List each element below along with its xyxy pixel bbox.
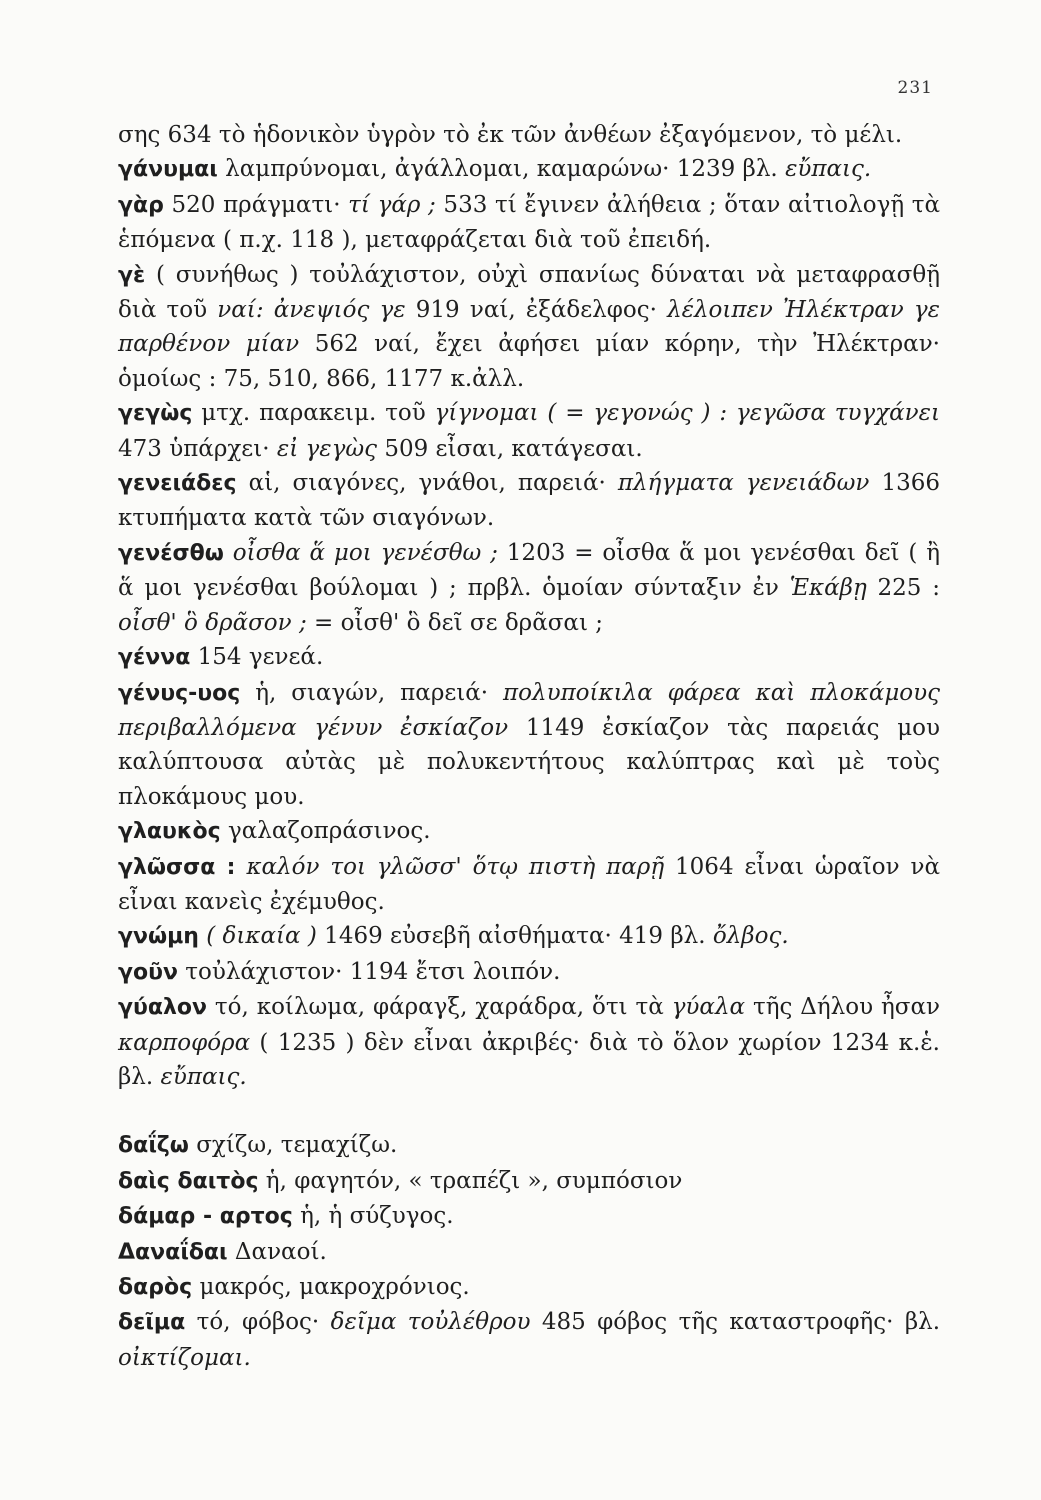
glossary-entry [118, 1305, 940, 1375]
entry-text: σχίζω, τεμαχίζω. [188, 1132, 398, 1159]
entry-headword: δεῖμα [118, 1310, 186, 1336]
glossary-entry [118, 152, 940, 187]
glossary-entry [118, 1128, 940, 1163]
glossary-entry-continued [118, 118, 940, 152]
entry-italic: εὔπαις. [785, 156, 872, 183]
glossary-entry [118, 258, 940, 397]
glossary-entry [118, 536, 940, 640]
entry-text: 919 ναί, ἐξάδελφος· [405, 297, 668, 324]
entry-text: τοὐλάχιστον· 1194 ἔτσι λοιπόν. [177, 958, 561, 985]
entry-italic: Ἑκάβῃ [789, 575, 867, 602]
entry-text: ( συνήθως ) τοὐλάχιστον, οὐχὶ σπανίως δύναται νὰ μεταφρασθῇ διὰ τοῦ [118, 261, 940, 324]
entry-text: τό, φόβος· [185, 1309, 331, 1336]
entry-headword: γεγὼς [118, 401, 193, 427]
glossary-entry [118, 850, 940, 920]
entry-text: μακρός, μακροχρόνιος. [192, 1274, 470, 1300]
entry-text: 533 τί ἔγινεν ἀλήθεια ; ὅταν αἰτιολογῇ τὰ ἑπόμενα ( π.χ. 118 ), μεταφράζεται διὰ τοῦ ἐπειδή. [118, 191, 941, 254]
entry-italic: ναί: ἀνεψιός γε [217, 297, 406, 324]
entry-headword: γοῦν [118, 959, 178, 985]
entry-italic: οἶσθα ἅ μοι γενέσθω ; [232, 539, 498, 566]
section-gap [118, 1094, 940, 1128]
glossary-entry [118, 396, 940, 466]
entry-text: Δαναοί. [227, 1238, 327, 1265]
entry-text: 1366 κτυπήματα κατὰ τῶν σιαγόνων. [118, 470, 941, 532]
entry-italic: ( δικαία ) [206, 923, 317, 950]
glossary-text [118, 118, 940, 1375]
entry-italic: ὄλβος. [712, 923, 789, 950]
entry-text: 562 ναί, ἔχει ἀφήσει μίαν κόρην, τὴν Ἠλέκτραν· ὁμοίως : 75, 510, 866, 1177 κ.ἀλλ. [118, 331, 940, 392]
entry-text: 1064 εἶναι ὡραῖον νὰ εἶναι κανεὶς ἐχέμυθος. [118, 853, 940, 915]
glossary-entry [118, 1270, 940, 1305]
glossary-entry [118, 188, 940, 258]
entry-text: 154 γενεά. [190, 644, 324, 671]
glossary-entry [118, 676, 940, 815]
entry-text: σης 634 τὸ ἡδονικὸν ὑγρὸν τὸ ἐκ τῶν ἀνθέων ἐξαγόμενον, τὸ μέλι. [118, 122, 903, 148]
entry-text: 485 φόβος τῆς καταστροφῆς· βλ. [530, 1309, 940, 1336]
glossary-entry [118, 1164, 940, 1199]
entry-text: 225 : [866, 575, 940, 602]
entry-italic: λέλοιπεν Ἠλέκτραν γε παρθένον μίαν [118, 297, 940, 358]
glossary-entry [118, 1199, 940, 1234]
entry-text: 1149 ἐσκίαζον τὰς παρειάς μου καλύπτουσα αὐτὰς μὲ πολυκεντήτους καλύπτρας καὶ μὲ τοὺς πλοκάμους μου. [118, 714, 940, 810]
entry-italic: καρποφόρα [118, 1029, 251, 1056]
entry-text: τῆς Δήλου ἦσαν [745, 994, 941, 1021]
entry-headword: δαΐζω [118, 1133, 189, 1159]
entry-text: ἡ, ἡ σύζυγος. [292, 1203, 454, 1230]
entry-italic: καλόν τοι γλῶσσ' ὅτῳ πιστὴ παρῇ [246, 853, 665, 880]
entry-headword: γὰρ [118, 192, 164, 218]
entry-text: ( 1235 ) δὲν εἶναι ἀκριβές· διὰ τὸ ὅλον χωρίον 1234 κ.ἑ. βλ. [118, 1029, 940, 1090]
glossary-entry [118, 919, 940, 954]
entry-text: = οἶσθ' ὃ δεῖ σε δρᾶσαι ; [306, 609, 604, 636]
entry-text: τό, κοίλωμα, φάραγξ, χαράδρα, ὅτι τὰ [206, 994, 672, 1021]
glossary-entry [118, 640, 940, 675]
entry-headword: δαὶς δαιτὸς [118, 1168, 259, 1194]
entry-text: ἡ, σιαγών, παρειά· [240, 679, 504, 706]
entry-text: λαμπρύνομαι, ἀγάλλομαι, καμαρώνω· 1239 βλ. [217, 156, 786, 183]
glossary-entry [118, 955, 940, 990]
entry-headword: γένυς-υος [118, 680, 241, 706]
entry-italic: εἰ γεγὼς [276, 435, 378, 462]
entry-text: μτχ. παρακειμ. τοῦ [192, 400, 435, 427]
glossary-entry [118, 814, 940, 849]
entry-italic: πλήγματα γενειάδων [617, 470, 870, 497]
entry-italic: πολυποίκιλα φάρεα καὶ πλοκάμους περιβαλλόμενα γένυν ἐσκίαζον [118, 679, 941, 741]
entry-text: 1203 = οἶσθα ἅ μοι γενέσθαι δεῖ ( ἢ ἅ μοι γενέσθαι βούλομαι ) ; πρβλ. ὁμοίαν σύνταξιν ἐν [118, 539, 941, 602]
entry-headword: γύαλον [118, 995, 207, 1021]
entry-text: ἡ, φαγητόν, « τραπέζι », συμπόσιον [258, 1167, 683, 1194]
entry-headword: γλαυκὸς [118, 819, 221, 845]
entry-italic: οἶσθ' ὃ δρᾶσον ; [118, 609, 307, 636]
entry-headword: γνώμη [118, 924, 199, 950]
entry-italic: τί γάρ ; [348, 191, 436, 218]
entry-text: 1469 εὐσεβῆ αἰσθήματα· 419 βλ. [316, 923, 713, 950]
entry-headword: γὲ [118, 262, 146, 288]
entry-text: 520 πράγματι· [163, 191, 349, 218]
glossary-entry [118, 466, 940, 536]
entry-headword: γέννα [118, 645, 191, 671]
entry-headword: δαρὸς [118, 1275, 193, 1300]
entry-text [236, 854, 247, 880]
entry-text: αἱ, σιαγόνες, γνάθοι, παρειά· [236, 470, 618, 497]
entry-text: 509 εἶσαι, κατάγεσαι. [377, 435, 643, 462]
glossary-entry [118, 1235, 940, 1270]
entry-italic: εὔπαις. [160, 1063, 247, 1090]
entry-italic: γίγνομαι ( = γεγονώς ) : γεγῶσα τυγχάνει [434, 400, 940, 427]
entry-text: 473 ὑπάρχει· [118, 435, 277, 462]
glossary-entry [118, 990, 940, 1094]
entry-headword: γλῶσσα : [118, 854, 236, 880]
entry-italic: οἰκτίζομαι. [118, 1344, 251, 1371]
entry-headword: γενειάδες [118, 471, 237, 497]
page-number: 231 [897, 78, 933, 98]
entry-headword: δάμαρ - αρτος [118, 1204, 293, 1230]
entry-text: γαλαζοπράσινος. [220, 818, 431, 845]
entry-headword: γάνυμαι [118, 157, 218, 183]
entry-headword: Δαναΐδαι [118, 1239, 228, 1265]
entry-headword: γενέσθω [118, 540, 224, 566]
entry-text [224, 540, 233, 566]
entry-italic: γύαλα [671, 994, 746, 1021]
entry-italic: δεῖμα τοὐλέθρου [330, 1309, 531, 1336]
